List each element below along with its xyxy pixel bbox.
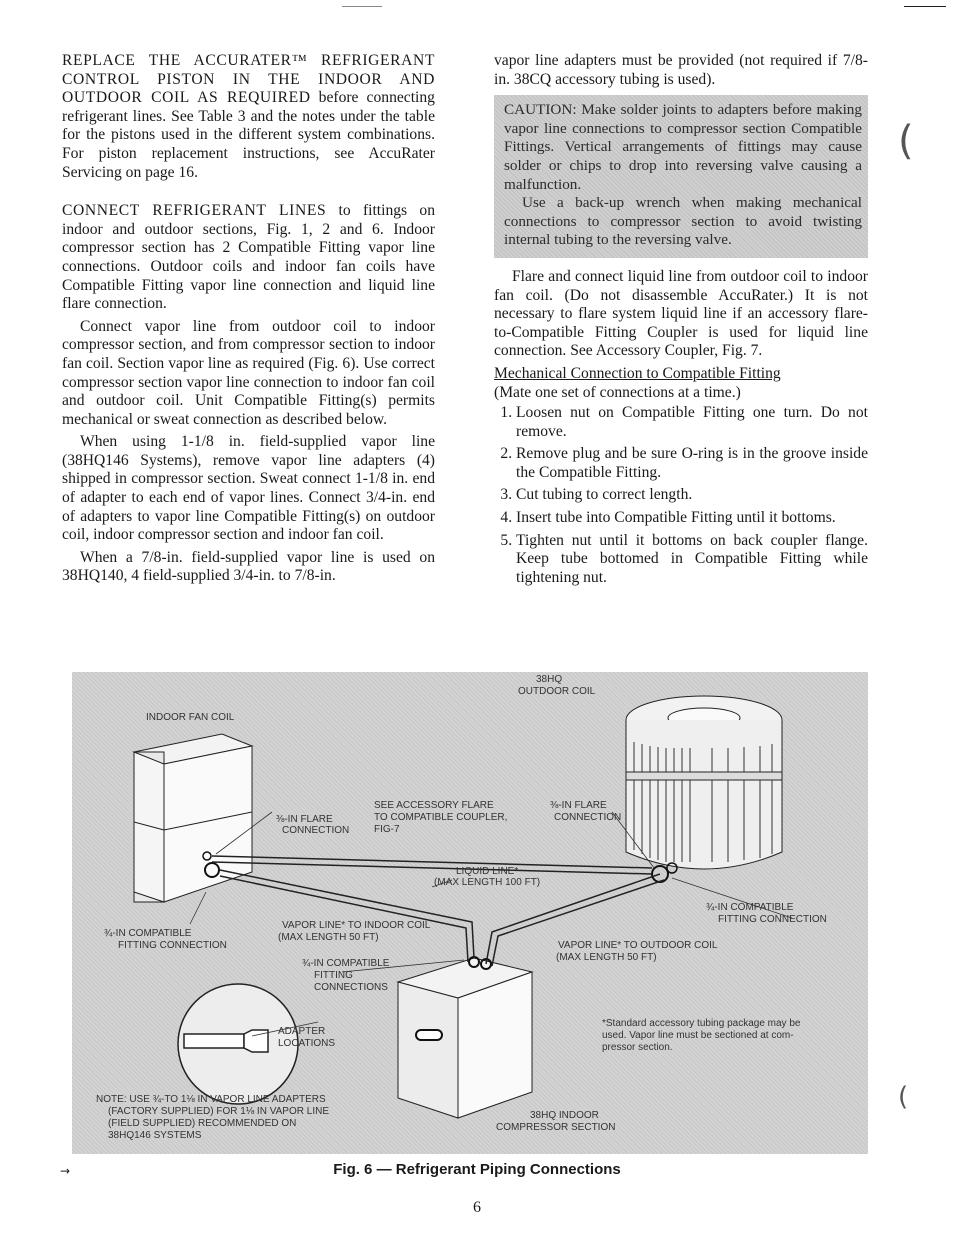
subhead-note: (Mate one set of connections at a time.) bbox=[494, 383, 741, 401]
lead-connect-lines: CONNECT REFRIGERANT LINES bbox=[62, 202, 327, 220]
label-coupler-2: TO COMPATIBLE COUPLER, bbox=[374, 812, 508, 823]
label-compatible-mid-2: FITTING bbox=[314, 970, 353, 981]
label-flare-left-2: CONNECTION bbox=[282, 825, 350, 836]
label-coupler-3: FIG-7 bbox=[374, 824, 400, 835]
label-compatible-mid-3: CONNECTIONS bbox=[314, 982, 388, 993]
revision-arrow: → bbox=[60, 1164, 71, 1178]
label-standard-2: used. Vapor line must be sectioned at com- bbox=[602, 1030, 794, 1041]
label-adapter-2: LOCATIONS bbox=[278, 1038, 336, 1049]
label-vapor-indoor-2: (MAX LENGTH 50 FT) bbox=[278, 932, 379, 943]
outdoor-coil-unit bbox=[626, 696, 782, 882]
para-adapters-provided: vapor line adapters must be provided (not required if 7/8-in. 38CQ accessory tubing is used). bbox=[494, 52, 868, 88]
step-2: 2. Remove plug and be sure O-ring is in the groove inside the Compatible Fitting. bbox=[516, 445, 868, 482]
caution-box bbox=[494, 95, 868, 258]
indoor-fan-coil-unit bbox=[134, 734, 252, 902]
step-3: 3. Cut tubing to correct length. bbox=[516, 486, 868, 505]
text-replace-piston: before connecting refrigerant lines. See Table 3 and the notes under the table for the pistons used in the different system combinations. For piston replacement instructions, see AccuRater Servicing on page 16. bbox=[62, 89, 435, 181]
caution-solder: CAUTION: Make solder joints to adapters before making vapor line connections to compressor section Compatible Fittings. Vertical arrangements of fittings may cause solder or chips to drop into reversing valve causing a malfunction. bbox=[504, 101, 862, 193]
para-connect-vapor: Connect vapor line from outdoor coil to indoor compressor section, and from compressor section to indoor fan coil. Section vapor line as required (Fig. 6). Use correct compressor section vapor line connection to indoor fan coil and outdoor coil. Unit Compatible Fitting(s) permits mechanical or sweat connection as described below. bbox=[62, 317, 435, 428]
label-flare-right-2: CONNECTION bbox=[554, 812, 622, 823]
label-vapor-indoor-1: VAPOR LINE* TO INDOOR COIL bbox=[282, 920, 431, 931]
label-adapter-1: ADAPTER bbox=[278, 1026, 326, 1037]
lead-replace-piston: REPLACE THE ACCURATER™ REFRIGERANT CONTROL PISTON IN THE INDOOR AND OUTDOOR COIL AS REQUIRED bbox=[62, 52, 435, 107]
label-outdoor-coil-model: 38HQ bbox=[536, 674, 563, 685]
label-note-2: (FACTORY SUPPLIED) FOR 1⅛ IN VAPOR LINE bbox=[108, 1106, 329, 1117]
label-compatible-left-2: FITTING CONNECTION bbox=[118, 940, 227, 951]
caution-wrench: Use a back-up wrench when making mechanical connections to compressor section to avoid twisting internal tubing to the reversing valve. bbox=[504, 194, 862, 249]
margin-mark-top: ( bbox=[898, 118, 914, 164]
page-number: 6 bbox=[473, 1199, 481, 1216]
label-vapor-outdoor-2: (MAX LENGTH 50 FT) bbox=[556, 952, 657, 963]
label-compatible-right-1: ¾-IN COMPATIBLE bbox=[706, 902, 794, 913]
para-flare-liquid: Flare and connect liquid line from outdoor coil to indoor fan coil. (Do not disassemble AccuRater.) It is not necessary to flare system liquid line if an accessory flare-to-Compatible Fitting Coupler is used for liquid line connection. See Accessory Coupler, Fig. 7. bbox=[494, 267, 868, 360]
figure-piping bbox=[72, 672, 868, 1154]
text-connect-lines: to fittings on indoor and outdoor sections, Fig. 1, 2 and 6. Indoor compressor section has 2 Compatible Fitting vapor line connections. Outdoor coils and indoor fan coils have Compatible Fitting vapor line connection and liquid line flare connection. bbox=[62, 202, 435, 313]
para-replace-piston bbox=[62, 52, 435, 182]
label-compatible-left-1: ¾-IN COMPATIBLE bbox=[104, 928, 192, 939]
header-rule bbox=[904, 6, 946, 7]
steps-list bbox=[494, 404, 868, 587]
figure-caption: Fig. 6 — Refrigerant Piping Connections bbox=[333, 1161, 621, 1178]
label-vapor-outdoor-1: VAPOR LINE* TO OUTDOOR COIL bbox=[558, 940, 718, 951]
label-compatible-right-2: FITTING CONNECTION bbox=[718, 914, 827, 925]
margin-mark-bottom: ( bbox=[898, 1082, 909, 1112]
compressor-section-unit bbox=[398, 957, 532, 1118]
label-flare-left-1: ⅜-IN FLARE bbox=[276, 814, 333, 825]
piping-diagram bbox=[72, 672, 868, 1154]
right-column bbox=[494, 52, 868, 591]
step-5: 5. Tighten nut until it bottoms on back coupler flange. Keep tube bottomed in Compatible Fitting while tightening nut. bbox=[516, 532, 868, 588]
para-7-8-line: When a 7/8-in. field-supplied vapor line is used on 38HQ140, 4 field-supplied 3/4-in. to 7/8-in. bbox=[62, 548, 435, 585]
para-connect-lines bbox=[62, 202, 435, 314]
label-compressor-section: COMPRESSOR SECTION bbox=[496, 1122, 616, 1133]
label-note-1: NOTE: USE ¾-TO 1⅛ IN VAPOR LINE ADAPTERS bbox=[96, 1094, 326, 1105]
label-coupler-1: SEE ACCESSORY FLARE bbox=[374, 800, 494, 811]
label-standard-1: *Standard accessory tubing package may be bbox=[602, 1018, 801, 1029]
label-compatible-mid-1: ¾-IN COMPATIBLE bbox=[302, 958, 390, 969]
label-outdoor-coil: OUTDOOR COIL bbox=[518, 686, 596, 697]
label-liquid-length: (MAX LENGTH 100 FT) bbox=[434, 877, 541, 888]
label-compressor-model: 38HQ INDOOR bbox=[530, 1110, 599, 1121]
label-indoor-fan-coil: INDOOR FAN COIL bbox=[146, 712, 235, 723]
label-note-3: (FIELD SUPPLIED) RECOMMENDED ON bbox=[108, 1118, 297, 1129]
step-1: 1. Loosen nut on Compatible Fitting one turn. Do not remove. bbox=[516, 404, 868, 441]
label-standard-3: pressor section. bbox=[602, 1042, 673, 1053]
label-liquid-line: LIQUID LINE* bbox=[456, 866, 519, 877]
subhead-mechanical: Mechanical Connection to Compatible Fitting bbox=[494, 364, 781, 382]
step-4: 4. Insert tube into Compatible Fitting until it bottoms. bbox=[516, 509, 868, 528]
left-column bbox=[62, 52, 435, 586]
label-note-4: 38HQ146 SYSTEMS bbox=[108, 1130, 202, 1141]
header-mark bbox=[342, 6, 382, 7]
para-1-1-8-line: When using 1-1/8 in. field-supplied vapor line (38HQ146 Systems), remove vapor line adapters (4) shipped in compressor section. Sweat connect 1-1/8 in. end of adapter to each end of vapor lines. Connect 3/4-in. end of adapters to vapor line Compatible Fitting(s) on outdoor coil, indoor compressor section and indoor fan coil. bbox=[62, 433, 435, 544]
label-flare-right-1: ⅜-IN FLARE bbox=[550, 800, 607, 811]
